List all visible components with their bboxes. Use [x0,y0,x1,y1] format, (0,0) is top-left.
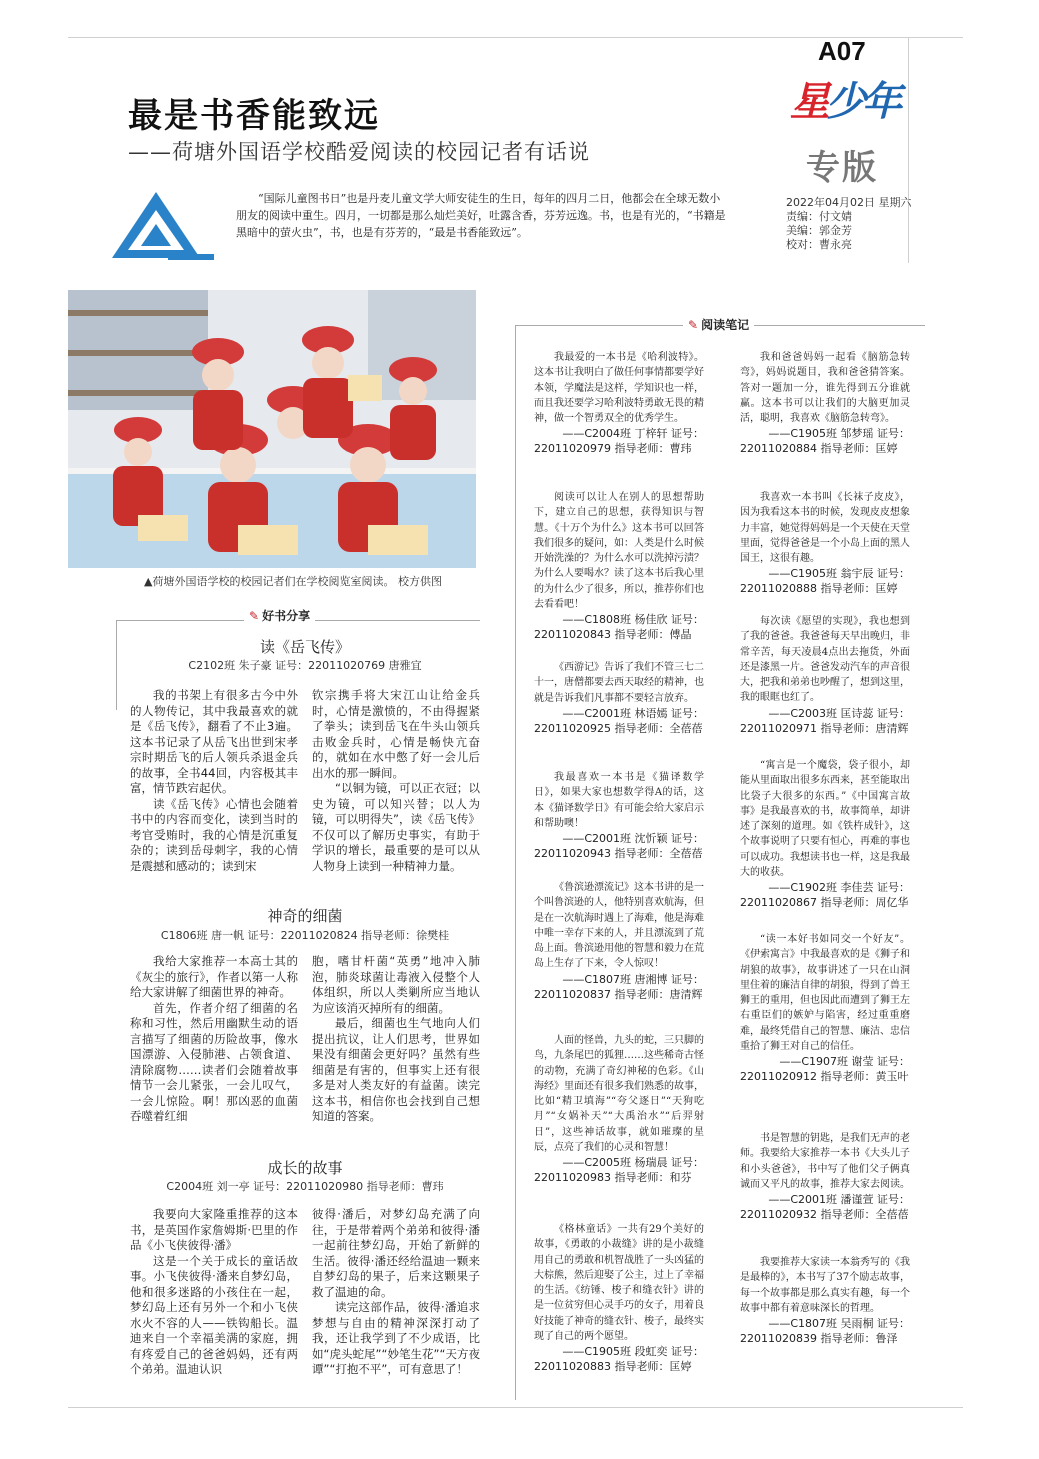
note-signature: ——C1905班 邹梦瑶 证号： [768,427,910,441]
reading-note [740,490,910,596]
paragraph: 首先，作者介绍了细菌的名称和习性，然后用幽默生动的语言描写了细菌的历险故事，像水国漂游、入侵肺港、占领食道、清除腐物……读者们会随着故事情节一会儿紧张，一会儿叹气，一会儿惊险。啊！那凶恶的血菌吞噬着红细 [130,1000,298,1123]
note-id: 22011020837 指导老师：唐清辉 [534,987,703,1001]
note-signature: ——C1905班 翁宇辰 证号： [768,567,910,581]
notes-section-label [683,316,754,333]
reading-note [740,1255,910,1346]
article-byline: C2004班 刘一亭 证号：22011020980 指导老师：曹玮 [166,1180,444,1193]
note-id: 22011020979 指导老师：曹玮 [534,442,692,456]
note-signature: ——C1905班 段虹奕 证号： [562,1345,704,1359]
note-text: “读一本好书如同交一个好友”。《伊索寓言》中我最喜欢的是《狮子和胡狼的故事》，故事讲述了一只在山洞里住着的廉洁自律的胡狼，得到了兽王狮王的重用，但也因此而遭到了狮王左右重臣们的嫉妒与陷害，经过重重磨难，最终凭借自己的智慧、廉洁、忠信重拾了狮王对自己的信任。 [740,934,910,1053]
note-signature: ——C2001班 沈忻颖 证号： [562,832,704,846]
note-signature: ——C2004班 丁梓轩 证号： [562,427,704,441]
art-editor: 美编：郭金芳 [786,224,852,237]
note-text: 每次读《愿望的实现》，我也想到了我的爸爸。我爸爸每天早出晚归，非常辛苦，每天凌晨4点出去拖货，外面还是漆黑一片。爸爸发动汽车的声音很大，把我和弟弟也吵醒了，想到这里，我的眼眶也红了。 [740,616,910,704]
notes-box-left [515,325,516,1400]
note-id: 22011020932 指导老师：全蓓蓓 [740,1208,909,1222]
note-id: 22011020843 指导老师：傅晶 [534,628,692,642]
reading-note [740,1131,910,1222]
triangle-logo-icon [108,190,218,265]
notes-section-label-text: 阅读笔记 [701,318,750,332]
note-text: 我最喜欢一本书是《猫译数学日》，如果大家也想数学得A的话，这本《猫译数学日》有可能会给大家启示和帮助噢！ [534,772,704,829]
reading-note [534,490,704,642]
note-signature: ——C1902班 李佳芸 证号： [768,881,910,895]
page-number: A07 [818,36,866,66]
note-text: 《西游记》告诉了我们不管三七二十一，唐僧都要去西天取经的精神，也就是告诉我们凡事都不要轻言放弃。 [534,662,704,704]
paragraph: 我给大家推荐一本高士其的《灰尘的旅行》，作者以第一人称给大家讲解了细菌世界的神奇。 [130,954,298,999]
paragraph: 读《岳飞传》心情也会随着书中的内容而变化，读到当时的考官受贿时，我的心情是沉重复杂的；读到岳母刺字，我的心情是震撼和感动的；读到宋 [130,796,298,873]
article-title: 神奇的细菌 [267,907,343,925]
article-col-right [312,954,480,1125]
note-signature: ——C1907班 谢莹 证号： [779,1055,910,1069]
note-text: 《鲁滨逊漂流记》这本书讲的是一个叫鲁滨逊的人，他特别喜欢航海，但是在一次航海时遇上了海难，他是海难中唯一幸存下来的人，并且漂流到了荒岛上面。鲁滨逊用他的智慧和毅力在荒岛上生存了下来，令人惊叹！ [534,882,704,970]
article-col-left [130,688,298,874]
photo-caption: ▲荷塘外国语学校的校园记者们在学校阅览室阅读。 校方供图 [144,575,442,588]
article-title: 读《岳飞传》 [259,638,350,656]
proofreader: 校对：曹永亮 [786,238,852,251]
reading-note [740,350,910,456]
article-col-right [312,688,480,874]
note-id: 22011020983 指导老师：和芬 [534,1171,692,1185]
note-signature: ——C1807班 吴雨桐 证号： [768,1317,910,1331]
share-box-left [116,620,117,710]
article-col-left [130,1207,298,1378]
note-text: 人面的怪兽，九头的蛇，三只脚的鸟，九条尾巴的狐狸……这些稀奇古怪的动物，充满了奇幻神秘的色彩。《山海经》里面还有很多我们熟悉的故事，比如“精卫填海”“夸父逐日”“天狗吃月”“女娲补天”“大禹治水”“后羿射日”，这些神话故事，就如璀璨的星辰，点亮了我们的心灵和智慧！ [534,1035,704,1154]
note-id: 22011020867 指导老师：周亿华 [740,896,909,910]
note-id: 22011020888 指导老师：匡婷 [740,582,898,596]
note-id: 22011020943 指导老师：全蓓蓓 [534,847,703,861]
bottom-rule [68,1407,963,1408]
logo-star-text: 星 [790,78,826,125]
reading-note [534,1222,704,1374]
note-text: “寓言是一个魔袋，袋子很小，却能从里面取出很多东西来，甚至能取出比袋子大很多的东西。”《中国寓言故事》是我最喜欢的书，故事简单，却讲述了深刻的道理。如《铁杵成针》，这个故事说明了只要有恒心，再难的事也可以成功。我想读书也一样，这是我最大的收获。 [740,760,910,879]
note-text: 《格林童话》一共有29个美好的故事，《勇敢的小裁缝》讲的是小裁缝用自己的勇敢和机智战胜了一头凶猛的大棕熊，然后迎娶了公主，过上了幸福的生活。《纺锤、梭子和缝衣针》讲的是一位贫穷但心灵手巧的女子，用着良好技能了神奇的缝衣针、梭子，最终实现了自己的两个愿望。 [534,1224,704,1343]
note-signature: ——C1807班 唐湘博 证号： [562,972,704,986]
paragraph: “以铜为镜，可以正衣冠；以史为镜，可以知兴替；以人为镜，可以明得失”，读《岳飞传》不仅可以了解历史事实，有助于学识的增长，最重要的是可以从人物身上读到一种精神力量。 [312,781,480,873]
note-id: 22011020912 指导老师：黄玉叶 [740,1070,909,1084]
note-signature: ——C2001班 林语嫣 证号： [562,706,704,720]
paragraph: 彼得·潘后，对梦幻岛充满了向往，于是带着两个弟弟和彼得·潘一起前往梦幻岛，开始了新鲜的生活。彼得·潘还经给温迪一颗来自梦幻岛的果子，后来这颗果子救了温迪的命。 [312,1207,480,1299]
article-byline: C1806班 唐一帆 证号：22011020824 指导老师：徐樊桂 [160,929,450,942]
article-col-right [312,1207,480,1378]
logo-youth-text: 少年 [826,78,898,125]
reading-note [534,770,704,861]
feature-title: 最是书香能致远 [128,96,380,136]
article-col-left [130,954,298,1125]
note-signature: ——C2001班 潘谨萱 证号： [768,1193,910,1207]
pen-icon: ✎ [688,317,699,332]
note-id: 22011020839 指导老师：鲁泽 [740,1332,898,1346]
article-title: 成长的故事 [267,1159,343,1177]
editor: 责编：付文婧 [786,210,852,223]
paragraph: 我要向大家隆重推荐的这本书，是英国作家詹姆斯·巴里的作品《小飞侠彼得·潘》 [130,1207,298,1252]
article-byline: C2102班 朱子豪 证号：22011020769 唐雅宜 [188,659,422,672]
paragraph: 最后，细菌也生气地向人们提出抗议，让人们思考，世界如果没有细菌会更好吗？虽然有些细菌是有害的，但事实上还有很多是对人类友好的有益菌。读完这本书，相信你也会找到自己想知道的答案。 [312,1016,480,1123]
note-text: 我和爸爸妈妈一起看《脑筋急转弯》，妈妈说题目，我和爸爸猜答案。答对一题加一分，谁先得到五分谁就赢。这本书可以让我们的大脑更加灵活，聪明，我喜欢《脑筋急转弯》。 [740,352,910,425]
paragraph: 读完这部作品，彼得·潘追求梦想与自由的精神深深打动了我，还让我学到了不少成语，比如“虎头蛇尾”“妙笔生花”“天方夜谭”“打抱不平”，可有意思了！ [312,1300,480,1376]
share-section-label-text: 好书分享 [262,609,311,623]
note-text: 阅读可以让人在别人的思想帮助下，建立自己的思想，获得知识与智慧。《十万个为什么》这本书可以回答我们很多的疑问，如：人类是什么时候开始洗澡的？为什么水可以洗掉污渍？为什么人要喝水？读了这本书后我心里的为什么少了很多，所以，推荐你们也去看看吧！ [534,492,704,611]
note-text: 我喜欢一本书叫《长袜子皮皮》，因为我看这本书的时候，发现皮皮想象力丰富，她觉得妈妈是一个天使在天堂里面，觉得爸爸是一个小岛上面的黑人国王，这很有趣。 [740,492,910,565]
note-id: 22011020925 指导老师：全蓓蓓 [534,721,703,735]
note-signature: ——C2005班 杨瑞晨 证号： [562,1156,704,1170]
reading-note [534,350,704,456]
note-text: 我要推荐大家读一本翁秀写的《我是最棒的》，本书写了37个励志故事，每一个故事都是那么真实有趣，每一个故事中都有着意味深长的哲理。 [740,1257,910,1314]
issue-date: 2022年04月02日 星期六 [786,196,912,209]
share-section-label [244,607,315,624]
note-signature: ——C2003班 匡诗蕊 证号： [768,706,910,720]
pen-icon: ✎ [249,608,260,623]
note-id: 22011020971 指导老师：唐清辉 [740,721,909,735]
reading-note [740,614,910,736]
note-id: 22011020884 指导老师：匡婷 [740,442,898,456]
reading-room-photo [68,290,476,568]
section-logo [790,70,900,130]
edition-label: 专版 [806,148,878,188]
note-id: 22011020883 指导老师：匡婷 [534,1360,692,1374]
reading-note [534,880,704,1002]
issue-meta [786,196,912,252]
reading-note [740,758,910,910]
paragraph: 我的书架上有很多古今中外的人物传记，其中我最喜欢的就是《岳飞传》，翻看了不止3遍。这本书记录了从岳飞出世到宋孝宗时期岳飞的后人领兵杀退金兵的故事，全书44回，内容极其丰富，情节跌宕起伏。 [130,688,298,795]
feature-intro: “国际儿童图书日”也是丹麦儿童文学大师安徒生的生日，每年的四月二日，他都会在全球无数小朋友的阅读中重生。四月，一切都是那么灿烂美好，吐露含香，芬芳远逸。书，也是有光的，“书籍是黑暗中的萤火虫”，书，也是有芬芳的，“最是书香能致远”。 [236,192,726,239]
paragraph: 钦宗携手将大宋江山让给金兵时，心情是激愤的，不由得握紧了拳头；读到岳飞在牛头山领兵击败金兵时，心情是畅快亢奋的，就如在水中憋了好一会儿后出水的那一瞬间。 [312,688,480,780]
note-text: 我最爱的一本书是《哈利波特》。这本书让我明白了做任何事情都要学好本领，学魔法是这样，学知识也一样，而且我还要学习哈利波特勇敢无畏的精神，做一个智勇双全的优秀学生。 [534,352,704,425]
feature-subtitle: ——荷塘外国语学校酷爱阅读的校园记者有话说 [128,140,590,164]
reading-note [534,1033,704,1185]
note-signature: ——C1808班 杨佳欣 证号： [562,613,704,627]
note-text: 书是智慧的钥匙，是我们无声的老师。我要给大家推荐一本书《大头儿子和小头爸爸》，书中写了他们父子俩真诚而又平凡的故事，推荐大家去阅读。 [740,1133,910,1190]
reading-note [740,932,910,1084]
paragraph: 这是一个关于成长的童话故事。小飞侠彼得·潘来自梦幻岛，他和很多迷路的小孩住在一起，梦幻岛上还有另外一个和小飞侠水火不容的人——铁钩船长。温迪来自一个幸福美满的家庭，拥有疼爱自己的爸爸妈妈，还有两个弟弟。温迪认识 [130,1253,298,1376]
reading-note [534,660,704,736]
paragraph: 胞，嗜甘杆菌“英勇”地冲入肺泡，肺炎球菌让毒液入侵整个人体组织，所以人类剿所应当地认为应该消灭掉所有的细菌。 [312,954,480,1015]
